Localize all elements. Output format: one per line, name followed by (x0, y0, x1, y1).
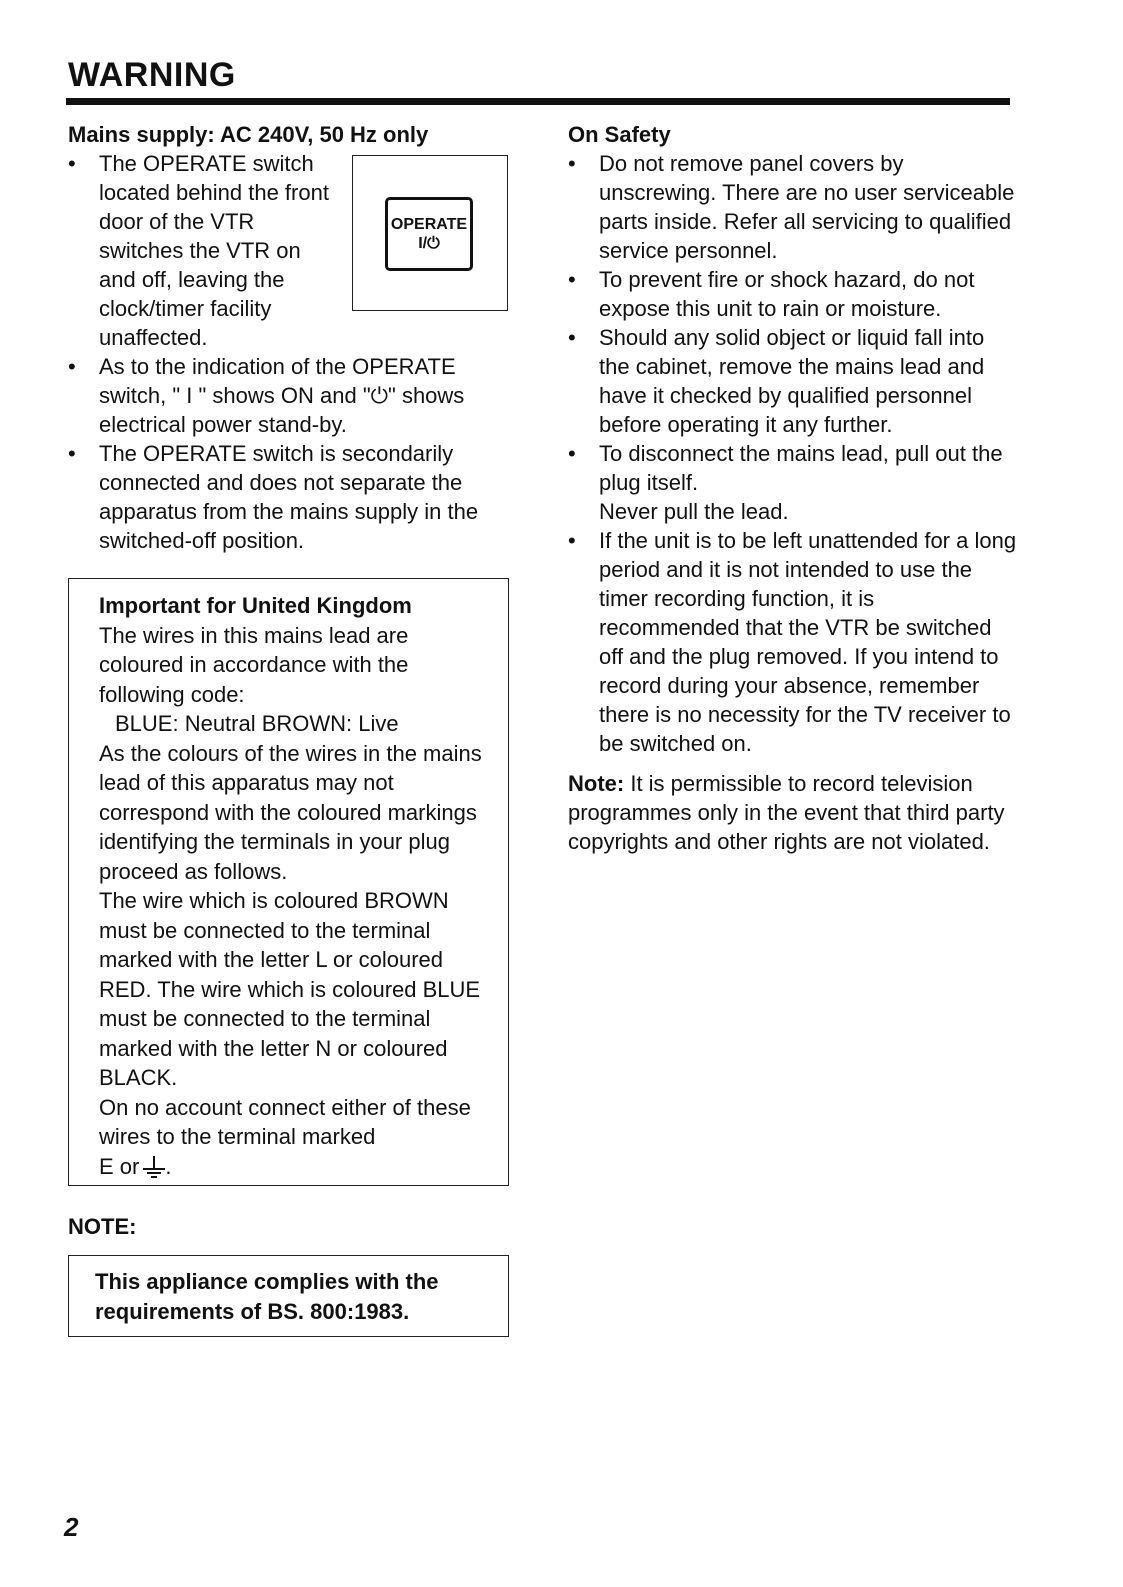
list-item (568, 526, 1018, 758)
bullet-text: If the unit is to be left unattended for a long period and it is not intended to use the timer recording function, it is recommended that the VTR be switched off and the plug removed. If you intend to record during your absence, remember there is no necessity for the TV receiver to be switched on. (599, 528, 1017, 756)
right-column (568, 120, 1018, 856)
bullet-text: To prevent fire or shock hazard, do not expose this unit to rain or moisture. (599, 267, 975, 321)
note-box (68, 1255, 509, 1337)
note-label: NOTE: (68, 1214, 137, 1239)
earth-ground-icon (143, 1156, 165, 1178)
uk-intro: The wires in this mains lead are coloured in accordance with the following code: (99, 622, 409, 707)
page-number: 2 (64, 1512, 79, 1542)
list-item (568, 439, 1018, 526)
list-item (68, 149, 518, 352)
list-item (568, 323, 1018, 439)
bullet-text: Should any solid object or liquid fall into the cabinet, remove the mains lead and have it checked by qualified personnel before operating it any further. (599, 325, 985, 437)
bullet-text: The OPERATE switch is secondarily connected and does not separate the apparatus from the mains supply in the switched-off position. (99, 441, 479, 553)
uk-body-3-end: E or . (99, 1153, 172, 1179)
list-item (568, 149, 1018, 265)
title-rule (66, 98, 1010, 105)
uk-wiring-box (68, 578, 509, 1186)
page-title: WARNING (68, 56, 236, 94)
bullet-text: The OPERATE switch located behind the front door of the VTR switches the VTR on and off, leaving the clock/timer facility unaffected. (99, 151, 329, 350)
mains-bullets (68, 149, 518, 555)
uk-body-1: As the colours of the wires in the mains lead of this apparatus may not correspond with the coloured markings identifying the terminals in your plug proceed as follows. (99, 740, 482, 884)
bullet-text: Do not remove panel covers by unscrewing. There are no user serviceable parts inside. Refer all servicing to qualified service personnel. (599, 151, 1015, 263)
uk-body-3: On no account connect either of these wires to the terminal marked (99, 1094, 471, 1149)
on-safety-heading: On Safety (568, 122, 671, 147)
note-text: This appliance complies with the requirements of BS. 800:1983. (95, 1269, 439, 1324)
left-column (68, 120, 518, 555)
bullet-text: To disconnect the mains lead, pull out the plug itself. (599, 441, 1003, 495)
copyright-note (568, 769, 1018, 856)
list-item (68, 439, 518, 555)
operate-switch-icon (385, 197, 473, 271)
operate-switch-label: OPERATE (390, 216, 468, 233)
bullet-extra-text: Never pull the lead. (599, 499, 789, 524)
copyright-note-label: Note: (568, 771, 625, 796)
copyright-note-text: It is permissible to record television programmes only in the event that third party copyrights and other rights are not violated. (568, 771, 1005, 854)
bullet-text: As to the indication of the OPERATE switch, " I " shows ON and "⏻" shows electrical power stand-by. (99, 354, 465, 437)
safety-bullets (568, 149, 1018, 758)
uk-code-line: BLUE: Neutral BROWN: Live (115, 711, 399, 736)
list-item (568, 265, 1018, 323)
uk-heading: Important for United Kingdom (99, 593, 412, 618)
uk-body-3-end-text: E or (99, 1153, 140, 1179)
uk-body-2: The wire which is coloured BROWN must be connected to the terminal marked with the letter L or coloured RED. The wire which is coloured BLUE must be connected to the terminal marked with the letter N or coloured BLACK. (99, 888, 481, 1090)
list-item (68, 352, 518, 439)
operate-switch-illustration (352, 155, 508, 311)
mains-supply-heading: Mains supply: AC 240V, 50 Hz only (68, 122, 429, 147)
operate-switch-symbol: I/⏻ (418, 235, 440, 252)
